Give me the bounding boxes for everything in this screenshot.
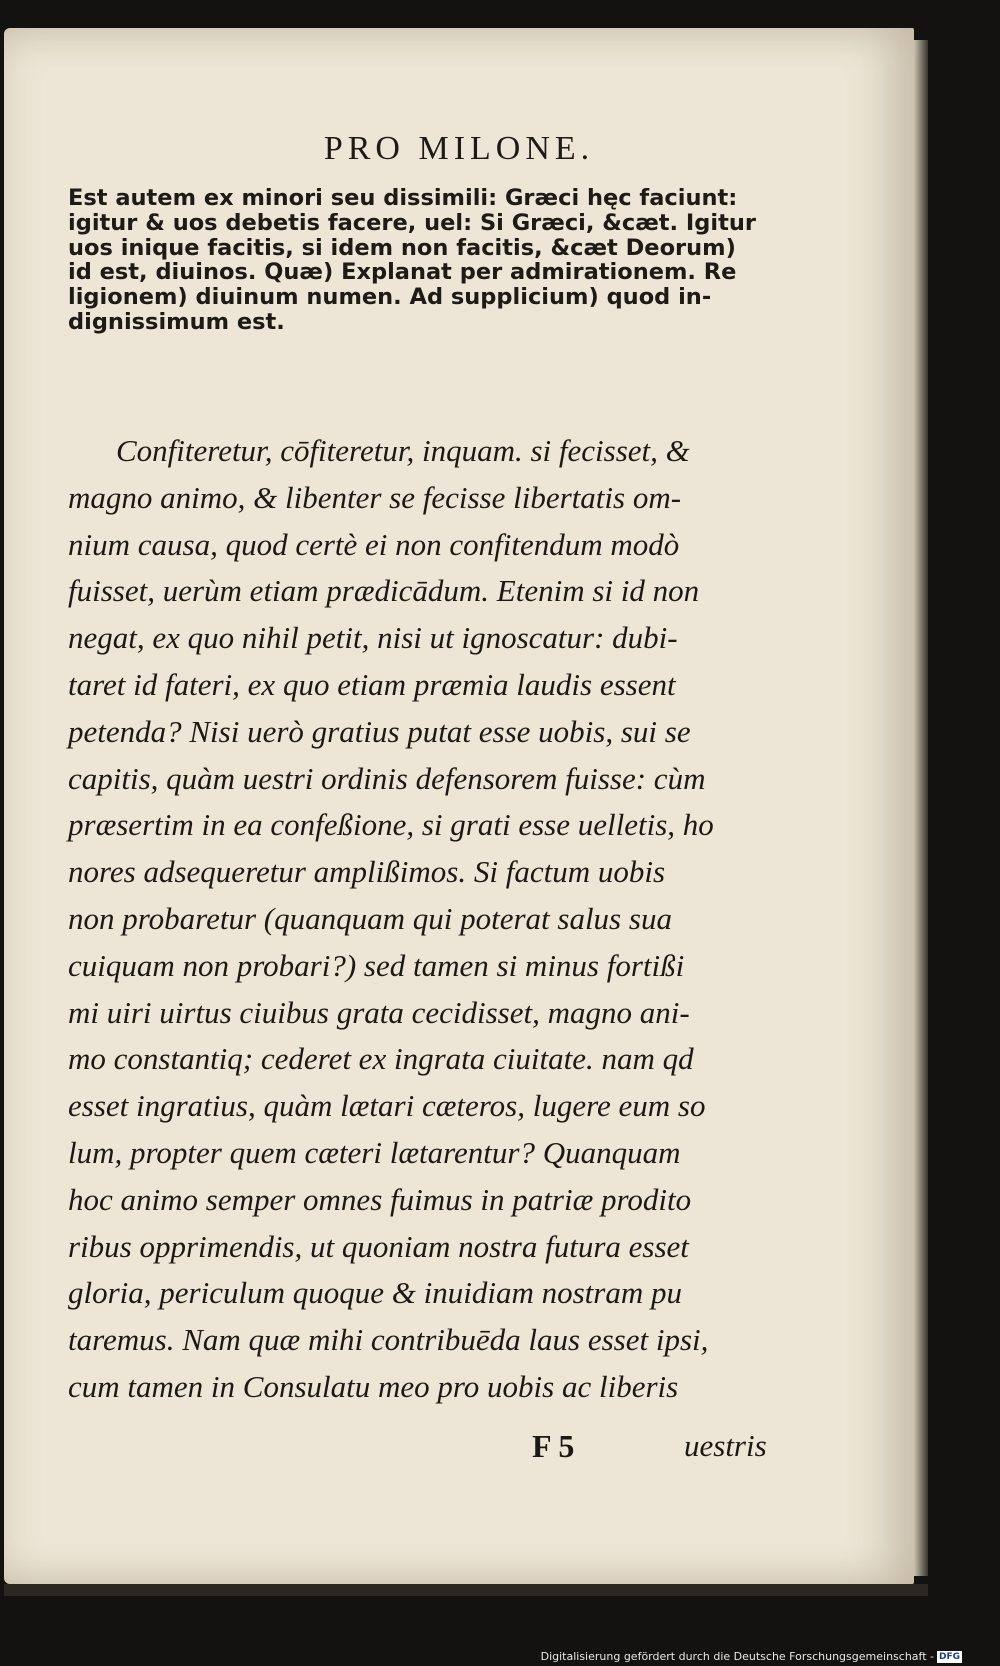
main-text-line: fuisset, uerùm etiam prædicādum. Etenim si id non (68, 573, 700, 609)
catchword: uestris (684, 1428, 767, 1463)
commentary-line: dignissimum est. (68, 308, 285, 335)
main-text-line: petenda? Nisi uerò gratius putat esse uobis, sui se (68, 713, 691, 749)
book-page (4, 28, 914, 1584)
main-text-line: esset ingratius, quàm lætari cæteros, lugere eum so (68, 1088, 706, 1124)
main-text-line: ribus opprimendis, ut quoniam nostra futura esset (68, 1228, 689, 1264)
main-text-line: cuiquam non probari?) sed tamen si minus fortißi (68, 947, 685, 983)
commentary-line: ligionem) diuinum numen. Ad supplicium) quod in- (68, 284, 712, 311)
credit-text: Digitalisierung gefördert durch die Deutsche Forschungsgemeinschaft - (540, 1650, 934, 1663)
page-edge (914, 40, 928, 1576)
commentary-line: uos inique facitis, si idem non facitis, &cæt Deorum) (68, 234, 736, 261)
main-text-line: mi uiri uirtus ciuibus grata cecidisset, magno ani- (68, 994, 690, 1030)
commentary-line: igitur & uos debetis facere, uel: Si Græci, &cæt. Igitur (68, 209, 756, 236)
main-text-line: cum tamen in Consulatu meo pro uobis ac liberis (68, 1368, 679, 1404)
main-text-line: gloria, periculum quoque & inuidiam nostram pu (68, 1275, 682, 1311)
main-text-line: taret id fateri, ex quo etiam præmia laudis essent (68, 666, 676, 702)
main-text-line: præsertim in ea confeßione, si grati esse uelletis, ho (68, 807, 714, 843)
main-text-line: hoc animo semper omnes fuimus in patriæ prodito (68, 1181, 692, 1217)
main-text-line: mo constantiq; cederet ex ingrata ciuitate. nam qd (68, 1041, 694, 1077)
main-text-line: Confiteretur, cōfiteretur, inquam. si fecisset, & (116, 433, 690, 468)
page-bottom-shadow (4, 1584, 928, 1596)
main-text-line: magno animo, & libenter se fecisse libertatis om- (68, 479, 682, 515)
main-text-line: negat, ex quo nihil petit, nisi ut ignoscatur: dubi- (68, 620, 678, 656)
main-text-line: lum, propter quem cæteri lætarentur? Quanquam (68, 1134, 681, 1170)
main-text-line: nium causa, quod certè ei non confitendum modò (68, 526, 680, 562)
main-text-block (68, 428, 784, 1411)
main-text-line: non probaretur (quanquam qui poterat salus sua (68, 900, 672, 936)
main-text-line: taremus. Nam quæ mihi contribuēda laus esset ipsi, (68, 1322, 709, 1358)
main-text-line: nores adsequeretur amplißimos. Si factum uobis (68, 854, 666, 890)
dfg-logo-icon: DFG (938, 1651, 960, 1662)
main-text-line: capitis, quàm uestri ordinis defensorem fuisse: cùm (68, 760, 706, 796)
signature-mark: F 5 (532, 1428, 575, 1464)
commentary-line: id est, diuinos. Quæ) Explanat per admirationem. Re (68, 259, 737, 286)
commentary-line: Est autem ex minori seu dissimili: Græci hęc faciunt: (68, 185, 738, 211)
commentary-block (68, 186, 778, 335)
running-head: PRO MILONE. (323, 130, 595, 167)
digitization-credit (541, 1650, 962, 1663)
